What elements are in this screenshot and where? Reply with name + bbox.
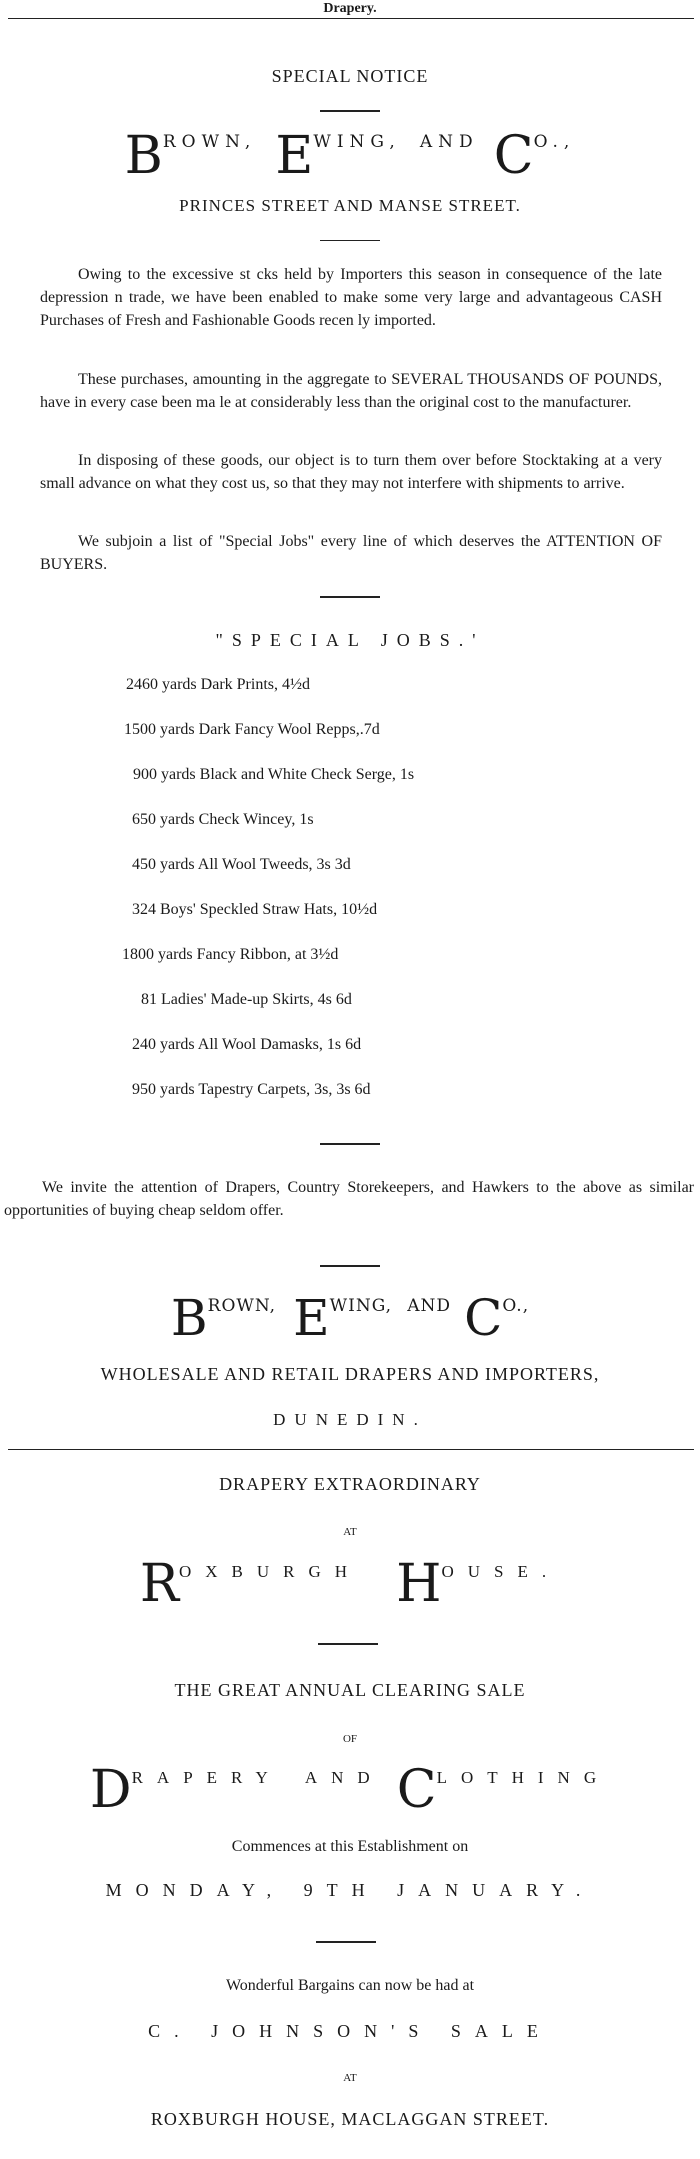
list-item: 950 yards Tapestry Carpets, 3s, 3s 6d bbox=[132, 1081, 371, 1098]
at-label-2: AT bbox=[343, 2072, 357, 2084]
at-label: AT bbox=[343, 1526, 357, 1538]
goods-heading: DRAPERY AND CLOTHING bbox=[89, 1760, 611, 1820]
list-item: 81 Ladies' Made-up Skirts, 4s 6d bbox=[141, 991, 352, 1008]
list-item: 324 Boys' Speckled Straw Hats, 10½d bbox=[132, 901, 378, 918]
list-item: 2460 yards Dark Prints, 4½d bbox=[126, 676, 310, 693]
divider bbox=[320, 1143, 380, 1145]
paragraph-4: We subjoin a list of "Special Jobs" every line of which deserves the ATTENTION OF BUYERS. bbox=[40, 533, 662, 573]
invite-paragraph: We invite the attention of Drapers, Country Storekeepers, and Hawkers to the above as similar opportunities of buying cheap seldom offer. bbox=[4, 1179, 694, 1219]
jobs-title: "SPECIAL JOBS.' bbox=[215, 630, 485, 650]
list-item: 450 yards All Wool Tweeds, 3s 3d bbox=[132, 856, 351, 873]
sale-heading: THE GREAT ANNUAL CLEARING SALE bbox=[174, 1680, 526, 1700]
ad-separator bbox=[8, 1449, 694, 1450]
sale-owner: C. JOHNSON'S SALE bbox=[148, 2021, 552, 2041]
divider bbox=[318, 1643, 378, 1645]
header-rule bbox=[8, 18, 694, 19]
divider bbox=[320, 240, 380, 241]
firm-name-footer: BROWN, EWING, AND CO., bbox=[170, 1289, 530, 1347]
of-label: OF bbox=[342, 1733, 358, 1745]
list-item: 650 yards Check Wincey, 1s bbox=[132, 811, 314, 828]
page-header: Drapery. bbox=[323, 1, 377, 16]
list-item: 900 yards Black and White Check Serge, 1s bbox=[133, 766, 415, 783]
firm-trade: WHOLESALE AND RETAIL DRAPERS AND IMPORTERS, bbox=[100, 1364, 600, 1384]
list-item: 240 yards All Wool Damasks, 1s 6d bbox=[132, 1036, 362, 1053]
list-item: 1800 yards Fancy Ribbon, at 3½d bbox=[122, 946, 339, 963]
bargains-text: Wonderful Bargains can now be had at bbox=[225, 1977, 475, 1994]
firm-address: PRINCES STREET AND MANSE STREET. bbox=[179, 196, 521, 215]
firm-city: DUNEDIN. bbox=[273, 1410, 427, 1429]
paragraph-3: In disposing of these goods, our object is to turn them over before Stocktaking at a very small advance on what they cost us, so that they may not interfere with shipments to arrive. bbox=[40, 452, 662, 492]
drapery-title: DRAPERY EXTRAORDINARY bbox=[219, 1474, 481, 1494]
divider bbox=[320, 110, 380, 112]
paragraph-2: These purchases, amounting in the aggregate to SEVERAL THOUSANDS OF POUNDS, have in every case been ma le at considerably less than the original cost to the manufacturer. bbox=[40, 371, 662, 411]
divider bbox=[320, 596, 380, 598]
notice-heading: SPECIAL NOTICE bbox=[271, 66, 429, 86]
commences-text: Commences at this Establishment on bbox=[231, 1838, 469, 1855]
firm-name: BROWN, EWING, AND CO., bbox=[124, 126, 576, 186]
sale-location: ROXBURGH HOUSE, MACLAGGAN STREET. bbox=[150, 2109, 550, 2129]
paragraph-1: Owing to the excessive st cks held by Importers this season in consequence of the late depression n trade, we have been enabled to make some very large and advantageous CASH Purchases of Fresh and Fashionable Goods recen ly imported. bbox=[40, 266, 662, 329]
divider bbox=[320, 1265, 380, 1267]
house-name: ROXBURGH HOUSE. bbox=[139, 1554, 561, 1614]
divider bbox=[316, 1941, 376, 1943]
sale-date: MONDAY, 9TH JANUARY. bbox=[105, 1880, 595, 1900]
list-item: 1500 yards Dark Fancy Wool Repps,.7d bbox=[124, 721, 380, 738]
